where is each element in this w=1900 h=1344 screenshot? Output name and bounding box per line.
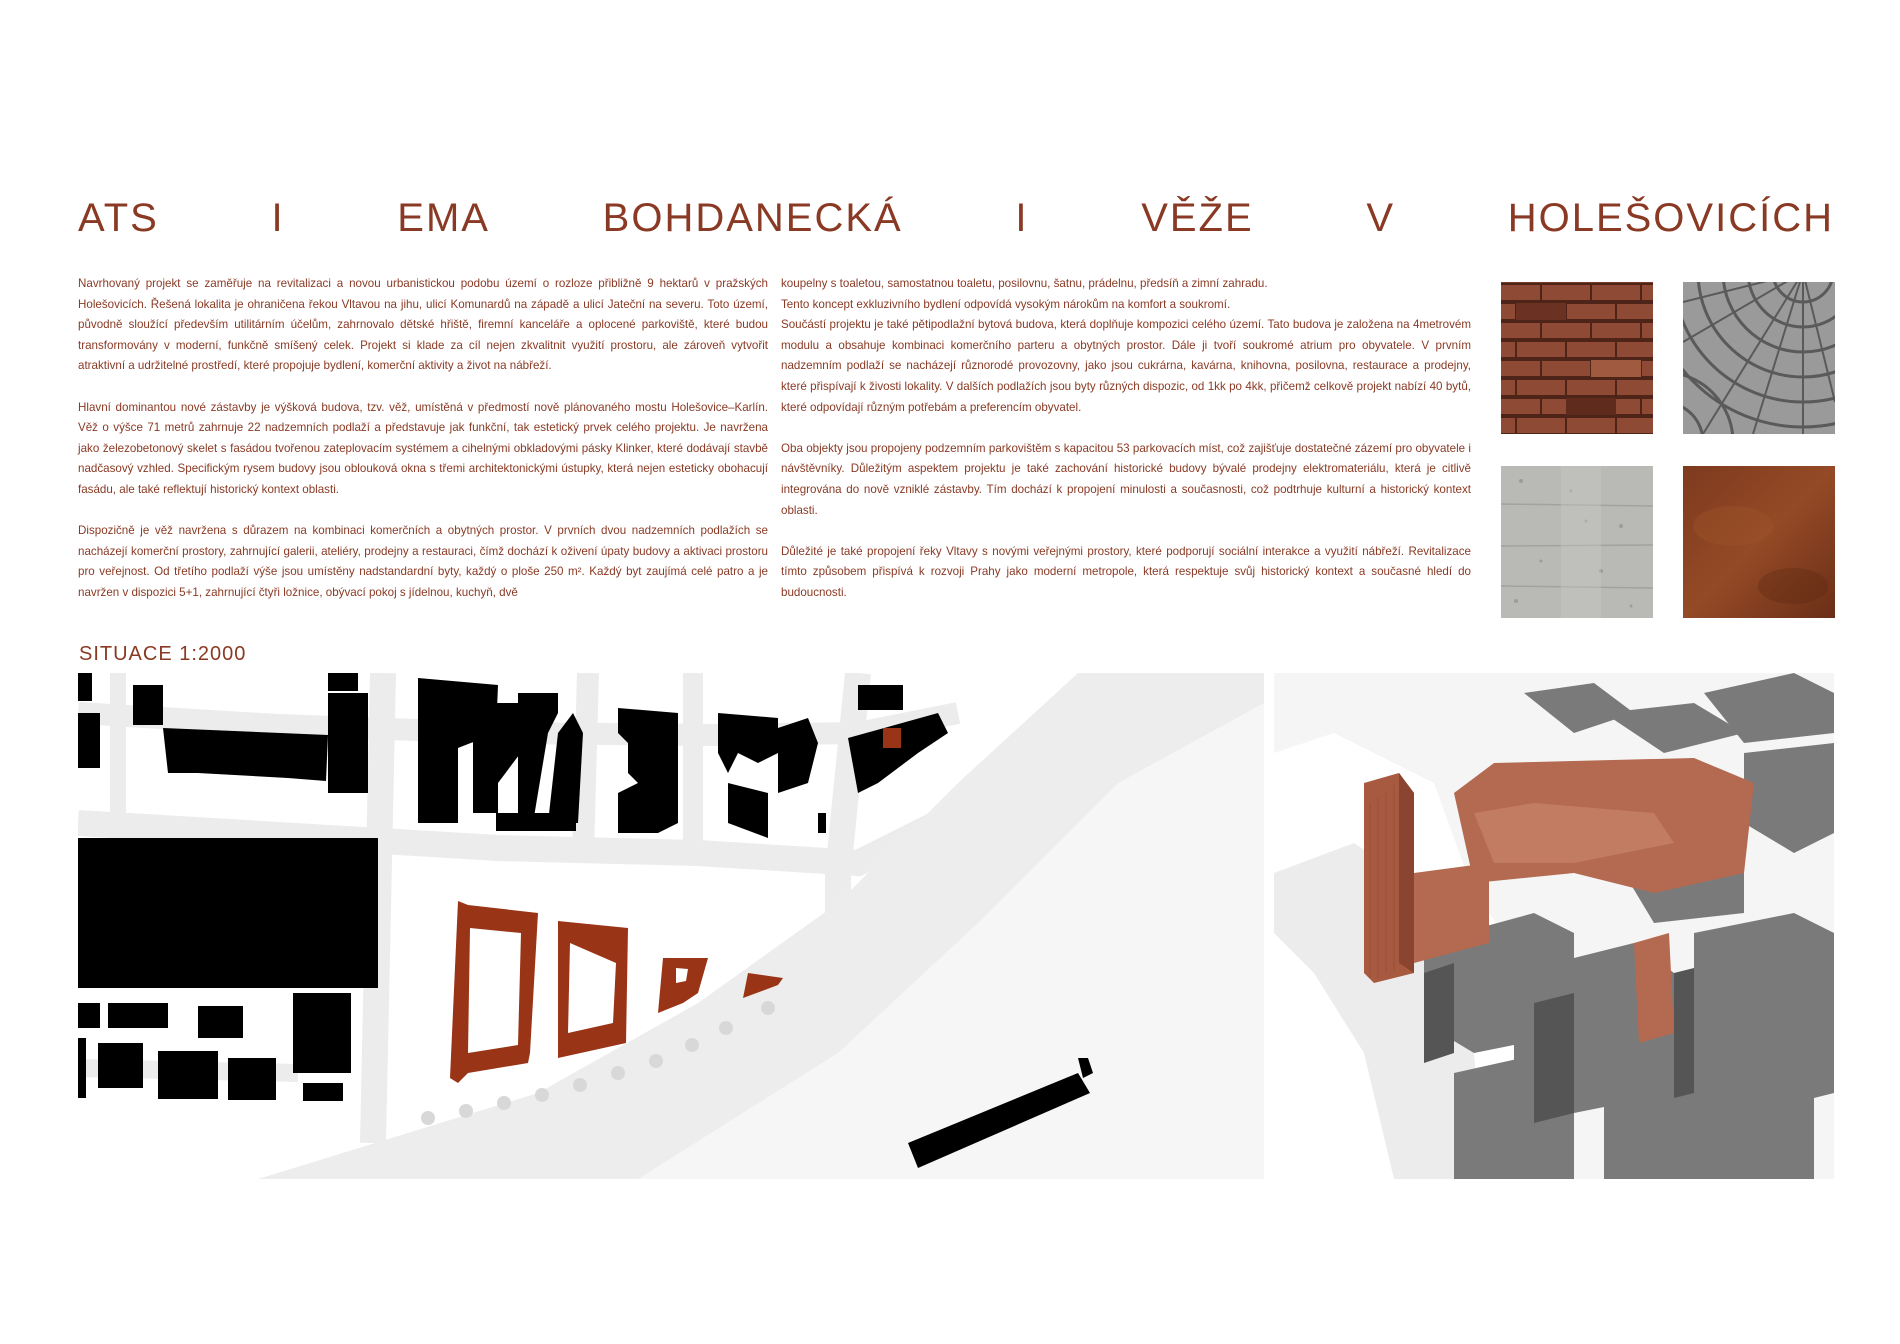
- paragraph: Hlavní dominantou nové zástavby je výšková budova, tzv. věž, umístěná v předmostí nově plánovaného mostu Holešovice–Karlín. Věž o výšce 71 metrů zahrnuje 22 nadzemních podlaží a představuje jak funkční, tak estetický prvek celého projektu. Je navržena jako železobetonový skelet s fasádou tvořenou zateplovacím systémem a cihelnými obkladovými pásky Klinker, které dodávají stavbě nadčasový vzhled. Specifickým rysem budovy jsou oblouková okna s třemi architektonickými ústupky, která nejen esteticky obohacují fasádu, ale také reflektují historický kontext oblasti.: [78, 400, 768, 496]
- cobblestone-texture-swatch: [1683, 282, 1835, 434]
- title-part: BOHDANECKÁ: [602, 195, 903, 240]
- paragraph: Navrhovaný projekt se zaměřuje na revitalizaci a novou urbanistickou podobu území o rozloze přibližně 9 hektarů v pražských Holešovicích. Řešená lokalita je ohraničena řekou Vltavou na jihu, ulicí Komunardů na západě a ulicí Jateční na severu. Toto území, původně sloužící především utilitárním účelům, zahrnovalo dětské hřiště, firemní kanceláře a oplocené parkoviště, které budou transformovány v moderní, funkčně smíšený celek. Projekt si klade za cíl nejen zkvalitnit využití prostoru, ale zároveň vytvořit atraktivní a udržitelné prostředí, které propojuje bydlení, komerční aktivity a život na nábřeží.: [78, 277, 768, 373]
- model-3d-view: [1274, 673, 1834, 1179]
- title-separator: I: [1015, 195, 1029, 240]
- paragraph: Důležité je také propojení řeky Vltavy s novými veřejnými prostory, které podporují sociální interakce a využití nábřeží. Revitalizace tímto způsobem přispívá k rozvoji Prahy jako moderní metropole, která respektuje svůj historický kontext a současné hledí do budoucnosti.: [781, 544, 1471, 599]
- title-part: ATS: [78, 195, 159, 240]
- page-title: [78, 190, 1834, 246]
- title-part: VĚŽE: [1141, 195, 1254, 240]
- text-column-left: [78, 274, 768, 624]
- paragraph: koupelny s toaletou, samostatnou toaletu, posilovnu, šatnu, prádelnu, předsíň a zimní zahradu. Tento koncept exkluzivního bydlení odpovídá vysokým nárokům na komfort a soukromí. Součástí projektu je také pětipodlažní bytová budova, která doplňuje kompozici celého území. Tato budova je založena na 4metrovém modulu a obsahuje kombinaci komerčního parteru a obytných prostor. Dále ji tvoří soukromé atrium pro obyvatele. V prvním nadzemním podlaží se nacházejí různorodé provozovny, jako jsou cukrárna, kavárna, knihovna, posilovna, restaurace a prodejny, které přispívají k živosti lokality. V dalších podlažích jsou byty různých dispozic, od 1kk po 4kk, přičemž celkově projekt nabízí 40 bytů, které odpovídají různým potřebám a preferencím obyvatel.: [781, 277, 1471, 414]
- title-part: HOLEŠOVICÍCH: [1507, 195, 1834, 240]
- paragraph: Dispozičně je věž navržena s důrazem na kombinaci komerčních a obytných prostor. V prvních dvou nadzemních podlažích se nacházejí komerční prostory, zahrnující galerii, ateliéry, prodejny a restauraci, čímž dochází k oživení úpaty budovy a aktivaci prostoru pro veřejnost. Od třetího podlaží výše jsou umístěny nadstandardní byty, každý o ploše 250 m². Každý byt zaujímá celé patro a je navržen v dispozici 5+1, zahrnující čtyři ložnice, obývací pokoj s jídelnou, kuchyň, dvě: [78, 524, 768, 599]
- title-part: EMA: [397, 195, 490, 240]
- site-plan: [78, 673, 1264, 1179]
- situation-label: SITUACE 1:2000: [79, 643, 247, 665]
- corten-steel-texture-swatch: [1683, 466, 1835, 618]
- brick-texture-swatch: [1501, 282, 1653, 434]
- concrete-texture-swatch: [1501, 466, 1653, 618]
- text-column-right: [781, 274, 1471, 624]
- title-part: V: [1366, 195, 1396, 240]
- title-separator: I: [271, 195, 285, 240]
- paragraph: Oba objekty jsou propojeny podzemním parkovištěm s kapacitou 53 parkovacích míst, což zajišťuje dostatečné zázemí pro obyvatele i návštěvníky. Důležitým aspektem projektu je také zachování historické budovy bývalé prodejny elektromateriálu, která je citlivě integrována do nově vzniklé zástavby. Tím dochází k propojení minulosti a současnosti, což podtrhuje kulturní a historický kontext oblasti.: [781, 441, 1471, 517]
